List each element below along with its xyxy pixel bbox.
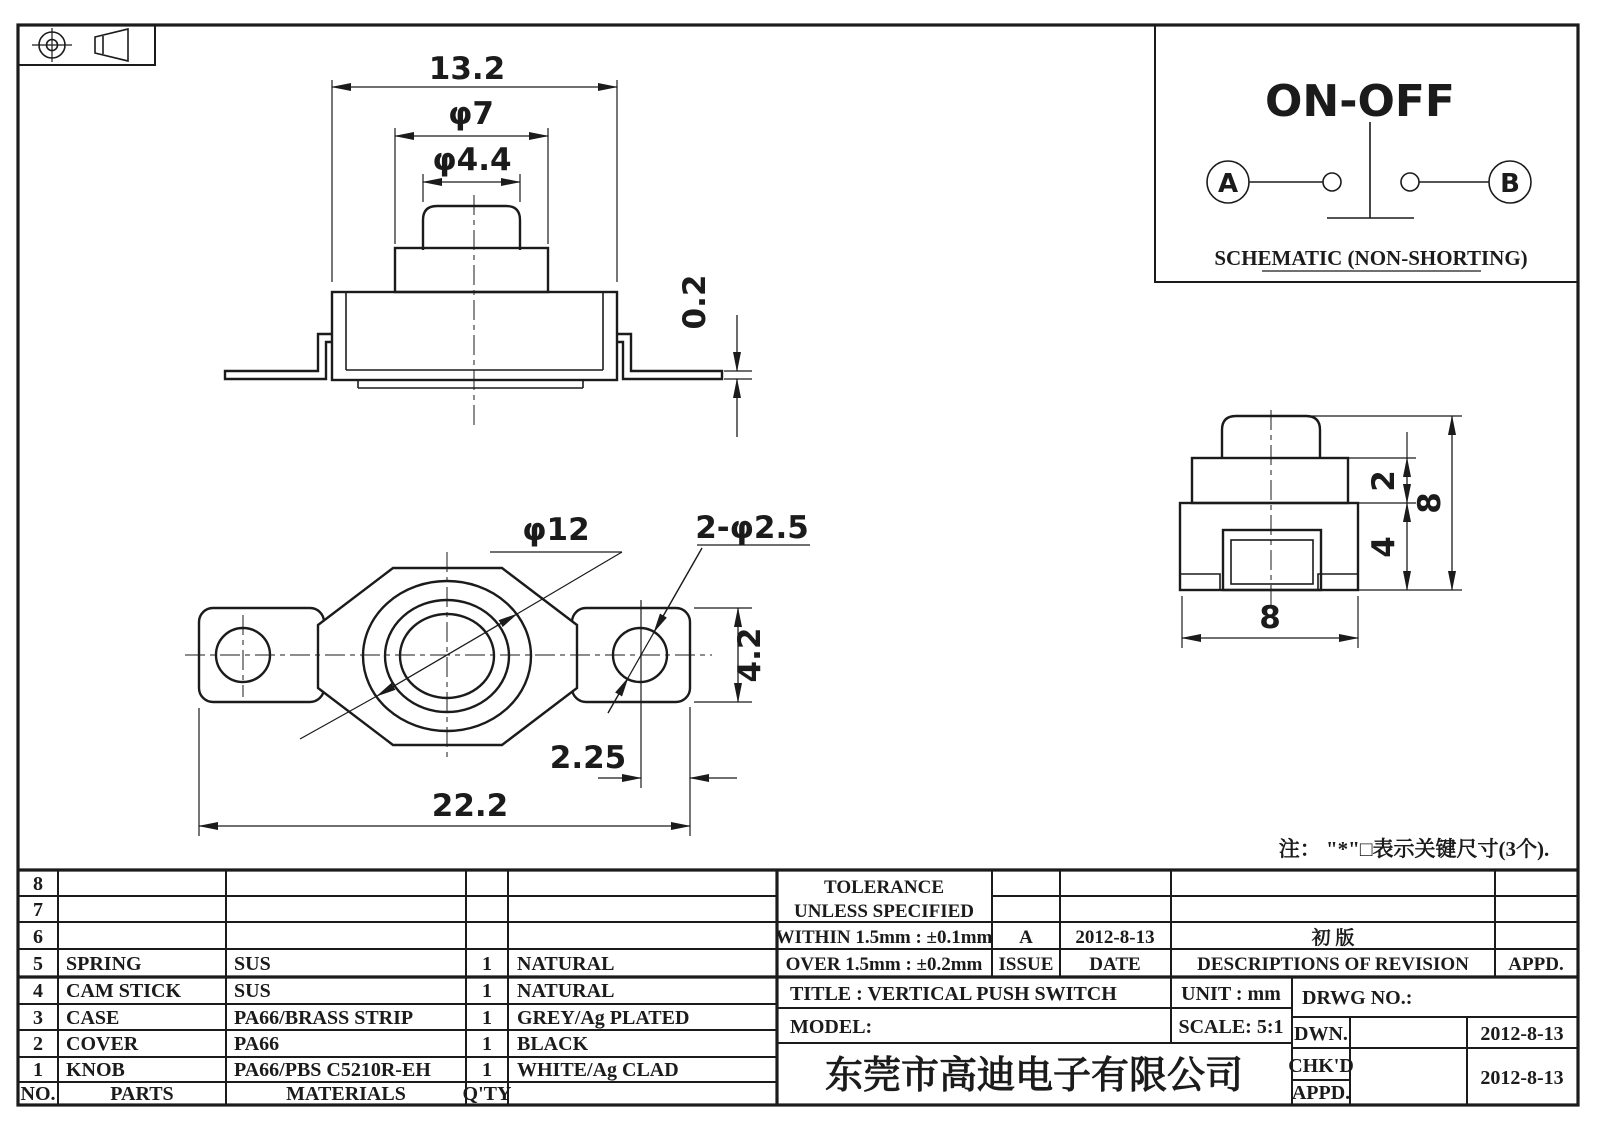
drwg-no-label: DRWG NO.:: [1302, 987, 1413, 1009]
header-parts: PARTS: [110, 1083, 174, 1105]
tolerance-block: [776, 877, 993, 975]
part-name: SPRING: [66, 953, 142, 975]
plan-view: [185, 510, 810, 836]
tolerance-within: WITHIN 1.5mm : ±0.1mm: [775, 927, 993, 948]
dim-plan-holes: 2-φ2.5: [695, 510, 809, 546]
terminal-a-label: A: [1217, 169, 1239, 199]
header-no: NO.: [20, 1083, 56, 1105]
part-qty: 1: [482, 1007, 492, 1029]
revision-block: [999, 926, 1564, 975]
dim-front-d7: φ7: [448, 96, 494, 132]
part-name: CAM STICK: [66, 980, 182, 1002]
schematic-caption: SCHEMATIC (NON-SHORTING): [1214, 246, 1528, 270]
revision-description-value: 初 版: [1311, 928, 1355, 949]
part-qty: 1: [482, 1059, 492, 1081]
dim-plan-225: 2.25: [549, 740, 627, 776]
scale-field: SCALE: 5:1: [1178, 1016, 1284, 1038]
title-field: TITLE : VERTICAL PUSH SWITCH: [790, 983, 1117, 1005]
part-qty: 1: [482, 953, 492, 975]
tolerance-over: OVER 1.5mm : ±0.2mm: [785, 954, 983, 975]
dwn-date: 2012-8-13: [1480, 1023, 1564, 1045]
chkd-date: 2012-8-13: [1480, 1067, 1564, 1089]
part-name: COVER: [66, 1033, 139, 1055]
dwn-label: DWN.: [1294, 1023, 1348, 1045]
key-dimension-note: 注： "*"□表示关键尺寸(3个).: [1278, 837, 1550, 861]
header-materials: MATERIALS: [286, 1083, 406, 1105]
row-no: 8: [33, 873, 43, 895]
row-no: 2: [33, 1033, 43, 1055]
part-color: NATURAL: [517, 980, 615, 1002]
dim-front-02: 0.2: [677, 274, 713, 330]
dim-side-8h: 8: [1412, 492, 1448, 514]
unit-field: UNIT : mm: [1181, 983, 1281, 1005]
chkd-label: CHK'D: [1288, 1055, 1354, 1077]
revision-description-label: DESCRIPTIONS OF REVISION: [1197, 954, 1469, 975]
part-name: KNOB: [66, 1059, 125, 1081]
header-qty: Q'TY: [462, 1083, 512, 1105]
part-qty: 1: [482, 1033, 492, 1055]
part-material: SUS: [234, 980, 271, 1002]
part-material: PA66: [234, 1033, 280, 1055]
side-view: [1180, 410, 1462, 648]
revision-appd-label: APPD.: [1508, 954, 1564, 975]
part-color: GREY/Ag PLATED: [517, 1007, 690, 1029]
part-material: PA66/BRASS STRIP: [234, 1007, 414, 1029]
schematic-box: [1155, 25, 1578, 282]
dim-plan-42: 4.2: [732, 627, 768, 683]
front-view: [225, 51, 752, 437]
part-name: CASE: [66, 1007, 120, 1029]
company-name: 东莞市高迪电子有限公司: [824, 1055, 1244, 1097]
projection-symbol: [18, 25, 155, 65]
revision-date-value: 2012-8-13: [1075, 927, 1155, 948]
dim-side-4: 4: [1366, 536, 1402, 558]
tolerance-line1: TOLERANCE: [823, 877, 945, 898]
part-material: PA66/PBS C5210R-EH: [234, 1059, 431, 1081]
part-color: BLACK: [517, 1033, 589, 1055]
dim-plan-d12: φ12: [522, 512, 590, 548]
model-field: MODEL:: [790, 1016, 873, 1038]
appd-label: APPD.: [1291, 1082, 1351, 1104]
row-no: 4: [33, 980, 43, 1002]
parts-table: [21, 873, 690, 1105]
dim-front-width: 13.2: [428, 51, 506, 87]
row-no: 1: [33, 1059, 43, 1081]
part-qty: 1: [482, 980, 492, 1002]
schematic-title: ON-OFF: [1264, 76, 1456, 127]
dim-plan-222: 22.2: [431, 788, 509, 824]
dim-side-8w: 8: [1259, 600, 1281, 636]
tolerance-line2: UNLESS SPECIFIED: [793, 901, 975, 922]
dim-front-d44: φ4.4: [432, 142, 512, 178]
row-no: 3: [33, 1007, 43, 1029]
dim-side-2: 2: [1366, 470, 1402, 492]
row-no: 6: [33, 926, 43, 948]
row-no: 5: [33, 953, 43, 975]
part-material: SUS: [234, 953, 271, 975]
part-color: WHITE/Ag CLAD: [517, 1059, 679, 1081]
revision-date-label: DATE: [1089, 954, 1141, 975]
revision-issue-value: A: [1019, 927, 1033, 948]
part-color: NATURAL: [517, 953, 615, 975]
row-no: 7: [33, 899, 43, 921]
terminal-b-label: B: [1500, 169, 1520, 199]
revision-issue-label: ISSUE: [998, 954, 1054, 975]
